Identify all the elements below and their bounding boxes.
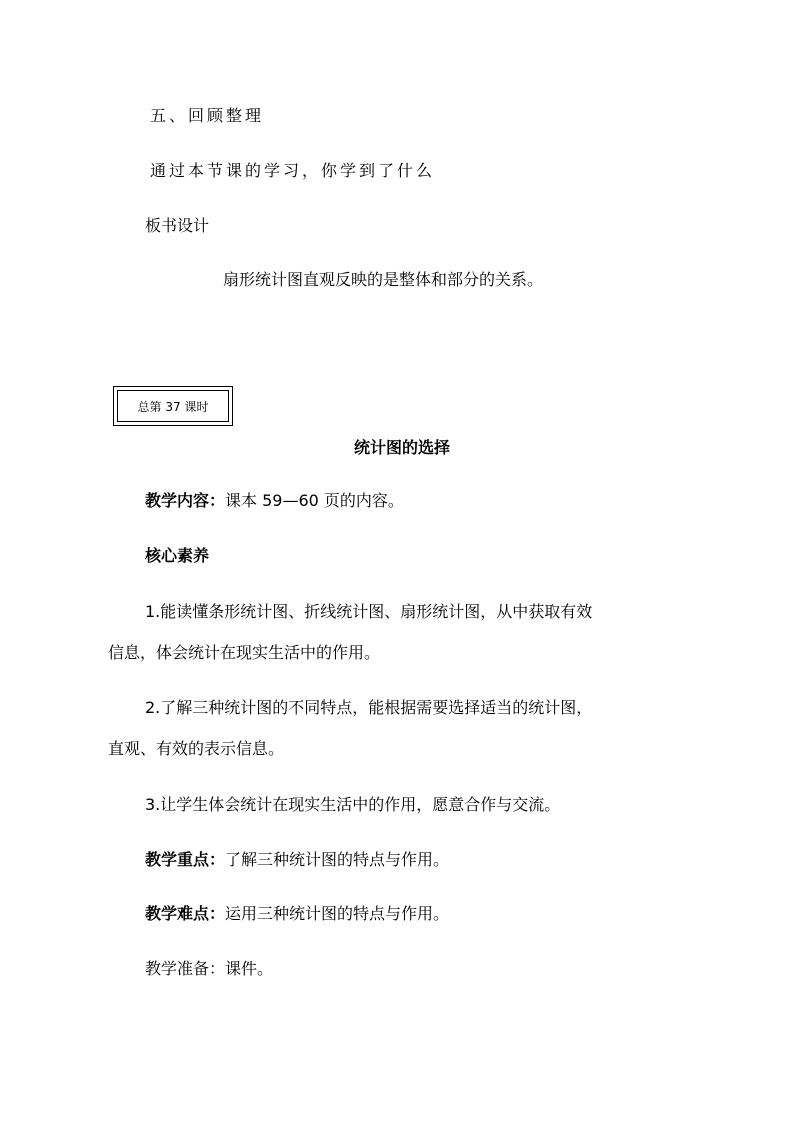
board-design-content: 扇形统计图直观反映的是整体和部分的关系。 [223, 270, 544, 289]
core-literacy-heading: 核心素养 [145, 546, 210, 565]
teaching-difficulty [145, 903, 449, 925]
goal-1-line-1: 1.能读懂条形统计图、折线统计图、扇形统计图，从中获取有效 [145, 602, 593, 621]
review-heading: 五、回顾整理 [150, 106, 265, 125]
teaching-focus [145, 849, 449, 871]
goal-1-line-2: 信息，体会统计在现实生活中的作用。 [108, 643, 381, 662]
teaching-difficulty-label: 教学难点： [145, 904, 226, 923]
review-question: 通过本节课的学习，你学到了什么 [150, 161, 436, 180]
goal-3: 3.让学生体会统计在现实生活中的作用，愿意合作与交流。 [145, 795, 561, 814]
teaching-content-label: 教学内容： [145, 491, 226, 510]
teaching-focus-value: 了解三种统计图的特点与作用。 [225, 850, 450, 869]
teaching-preparation: 教学准备：课件。 [145, 959, 274, 978]
teaching-content [145, 490, 404, 512]
lesson-number-label: 总第 37 课时 [117, 390, 229, 422]
teaching-difficulty-value: 运用三种统计图的特点与作用。 [225, 904, 450, 923]
goal-2-line-2: 直观、有效的表示信息。 [108, 739, 285, 758]
board-design-label: 板书设计 [145, 216, 210, 235]
lesson-number-box [113, 386, 233, 426]
teaching-content-value: 课本 59—60 页的内容。 [225, 491, 404, 510]
goal-2-line-1: 2.了解三种统计图的不同特点，能根据需要选择适当的统计图， [145, 698, 593, 717]
teaching-focus-label: 教学重点： [145, 850, 226, 869]
lesson-title: 统计图的选择 [354, 438, 451, 457]
